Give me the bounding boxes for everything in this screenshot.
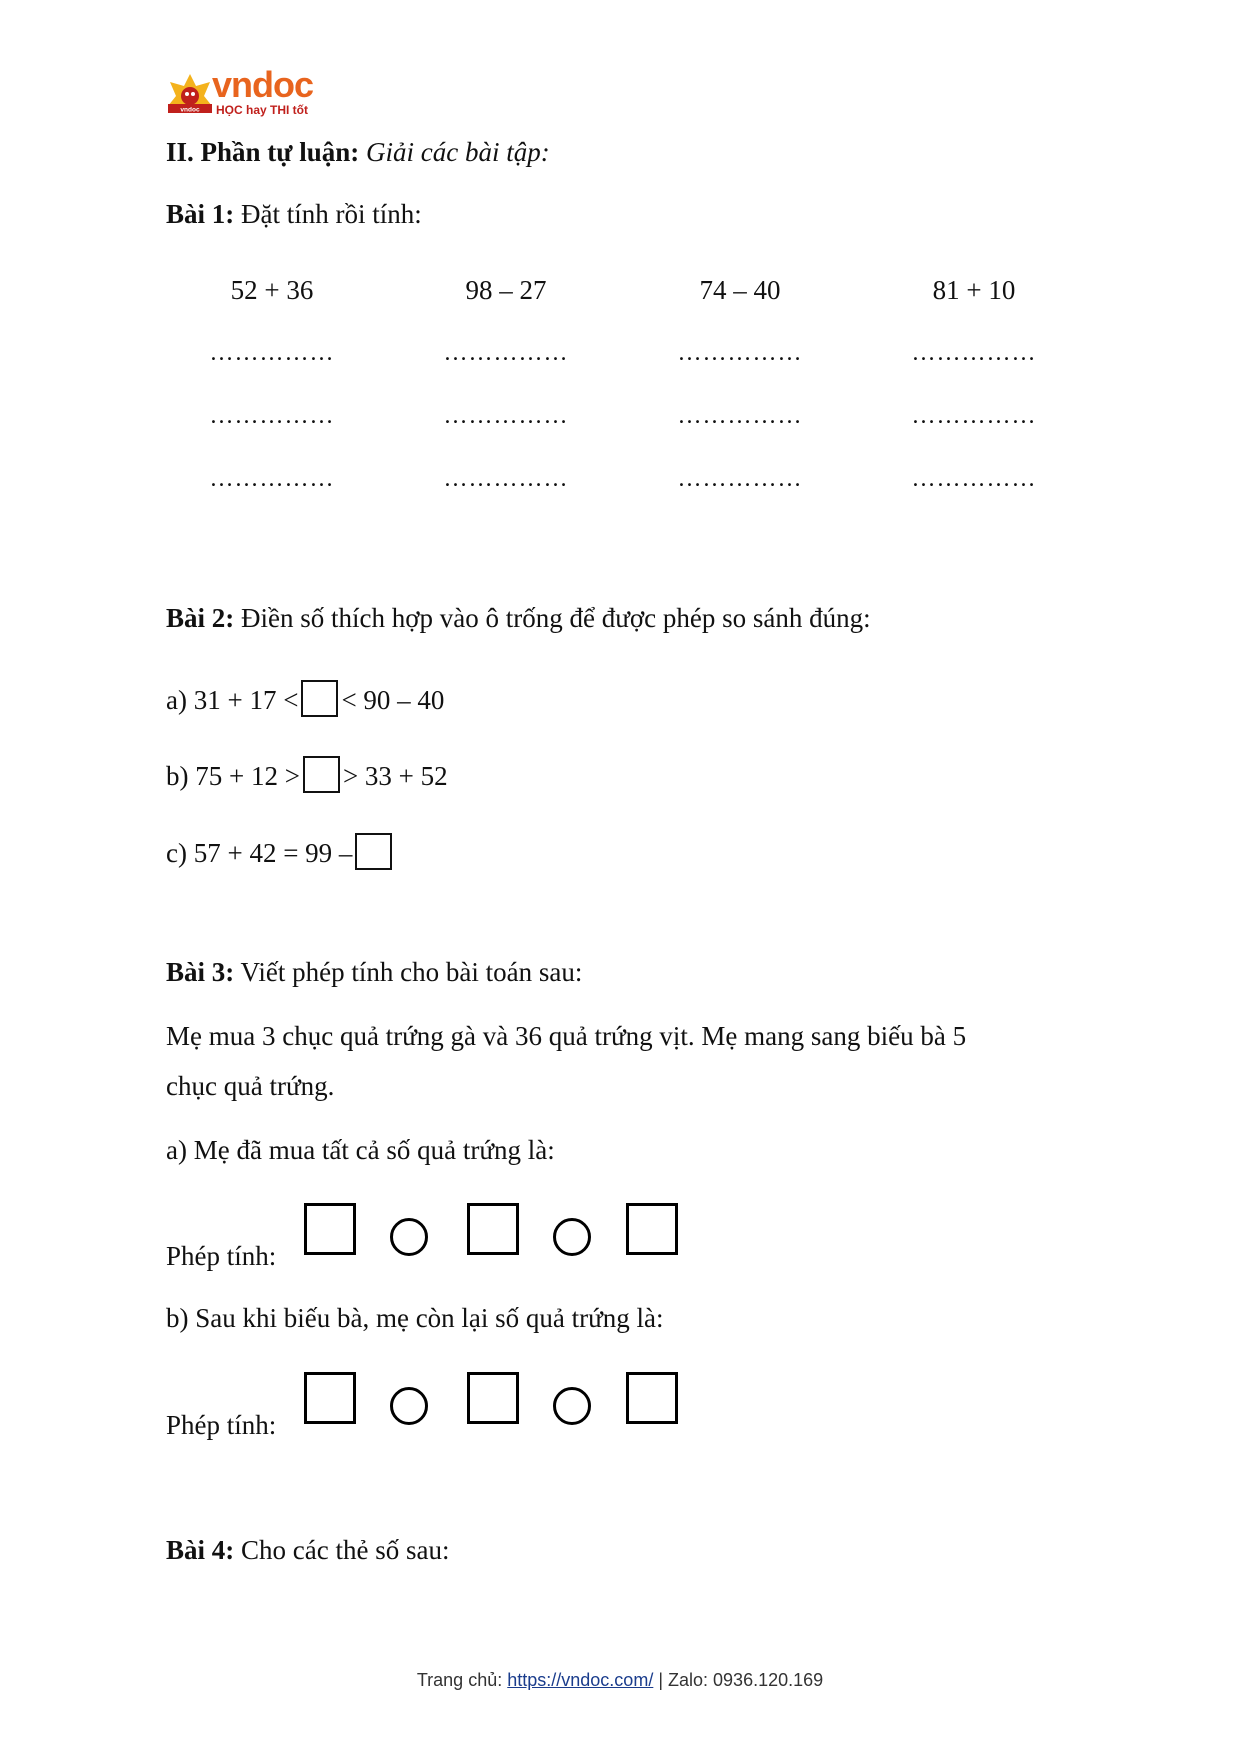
answer-blank[interactable]: …………… bbox=[443, 340, 569, 366]
answer-blank[interactable]: …………… bbox=[911, 466, 1037, 492]
bai2-item-c bbox=[166, 833, 395, 870]
bai2-heading bbox=[166, 603, 871, 634]
answer-blank[interactable]: …………… bbox=[443, 403, 569, 429]
bai3-problem-line1: Mẹ mua 3 chục quả trứng gà và 36 quả trứng vịt. Mẹ mang sang biếu bà 5 bbox=[166, 1021, 967, 1051]
bai1-heading bbox=[166, 199, 422, 230]
answer-blank[interactable]: …………… bbox=[677, 403, 803, 429]
bai2-a-left: a) 31 + 17 < bbox=[166, 685, 299, 715]
bai3-instruction: Viết phép tính cho bài toán sau: bbox=[240, 957, 583, 987]
bai1-expression: 81 + 10 bbox=[932, 275, 1016, 305]
answer-box[interactable] bbox=[467, 1203, 519, 1255]
bai2-b-left: b) 75 + 12 > bbox=[166, 761, 300, 791]
logo-brand-text: vndoc bbox=[212, 64, 314, 105]
logo-mascot-icon bbox=[166, 72, 214, 118]
page-footer bbox=[0, 1670, 1240, 1691]
bai4-label: Bài 4: bbox=[166, 1535, 235, 1565]
answer-box[interactable] bbox=[304, 1372, 356, 1424]
bai3-part-a: a) Mẹ đã mua tất cả số quả trứng là: bbox=[166, 1135, 555, 1165]
calc-label: Phép tính: bbox=[166, 1410, 277, 1440]
section-title: II. Phần tự luận: bbox=[166, 137, 360, 167]
bai1-expression: 98 – 27 bbox=[465, 275, 547, 305]
bai2-item-a bbox=[166, 680, 444, 717]
answer-box[interactable] bbox=[355, 833, 392, 870]
bai2-b-right: > 33 + 52 bbox=[342, 761, 448, 791]
bai2-c-left: c) 57 + 42 = 99 – bbox=[166, 838, 353, 868]
bai3-heading bbox=[166, 957, 582, 988]
footer-home-link[interactable]: https://vndoc.com/ bbox=[507, 1670, 654, 1690]
answer-blank[interactable]: …………… bbox=[911, 340, 1037, 366]
operator-circle[interactable] bbox=[390, 1387, 428, 1425]
section-heading bbox=[166, 137, 550, 168]
logo-tagline: HỌC hay THI tốt bbox=[216, 103, 308, 117]
answer-box[interactable] bbox=[467, 1372, 519, 1424]
footer-home-label: Trang chủ: bbox=[416, 1670, 503, 1690]
answer-box[interactable] bbox=[626, 1203, 678, 1255]
operator-circle[interactable] bbox=[390, 1218, 428, 1256]
answer-box[interactable] bbox=[304, 1203, 356, 1255]
bai1-label: Bài 1: bbox=[166, 199, 235, 229]
bai2-item-b bbox=[166, 756, 448, 793]
bai1-instruction: Đặt tính rồi tính: bbox=[241, 199, 422, 229]
vndoc-logo bbox=[166, 64, 316, 120]
operator-circle[interactable] bbox=[553, 1218, 591, 1256]
answer-blank[interactable]: …………… bbox=[677, 340, 803, 366]
answer-blank[interactable]: …………… bbox=[209, 403, 335, 429]
calc-label: Phép tính: bbox=[166, 1241, 277, 1271]
answer-box[interactable] bbox=[301, 680, 338, 717]
answer-box[interactable] bbox=[626, 1372, 678, 1424]
bai4-heading bbox=[166, 1535, 449, 1566]
bai3-problem-line2: chục quả trứng. bbox=[166, 1071, 335, 1101]
operator-circle[interactable] bbox=[553, 1387, 591, 1425]
answer-blank[interactable]: …………… bbox=[911, 403, 1037, 429]
bai3-label: Bài 3: bbox=[166, 957, 235, 987]
answer-box[interactable] bbox=[303, 756, 340, 793]
bai3-part-b: b) Sau khi biếu bà, mẹ còn lại số quả trứng là: bbox=[166, 1303, 664, 1333]
answer-blank[interactable]: …………… bbox=[443, 466, 569, 492]
section-subtitle: Giải các bài tập: bbox=[366, 137, 550, 167]
footer-zalo: | Zalo: 0936.120.169 bbox=[658, 1670, 824, 1690]
bai1-expression: 52 + 36 bbox=[230, 275, 314, 305]
bai2-label: Bài 2: bbox=[166, 603, 235, 633]
bai1-expression: 74 – 40 bbox=[699, 275, 781, 305]
answer-blank[interactable]: …………… bbox=[209, 466, 335, 492]
bai2-a-right: < 90 – 40 bbox=[341, 685, 445, 715]
bai4-instruction: Cho các thẻ số sau: bbox=[241, 1535, 450, 1565]
answer-blank[interactable]: …………… bbox=[209, 340, 335, 366]
svg-text:vndoc: vndoc bbox=[180, 106, 200, 114]
bai2-instruction: Điền số thích hợp vào ô trống để được phép so sánh đúng: bbox=[241, 603, 871, 633]
answer-blank[interactable]: …………… bbox=[677, 466, 803, 492]
